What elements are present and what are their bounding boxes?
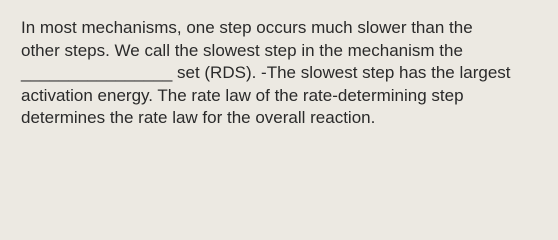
question-paragraph — [21, 17, 538, 130]
paragraph-line: activation energy. The rate law of the rate-determining step — [21, 85, 464, 105]
paragraph-line-with-blank: ________________ set (RDS). -The slowest step has the largest — [21, 63, 511, 82]
paragraph-line: determines the rate law for the overall reaction. — [21, 108, 376, 127]
paragraph-line: In most mechanisms, one step occurs much slower than the — [21, 18, 473, 37]
paragraph-line: other steps. We call the slowest step in the mechanism the — [21, 40, 463, 60]
